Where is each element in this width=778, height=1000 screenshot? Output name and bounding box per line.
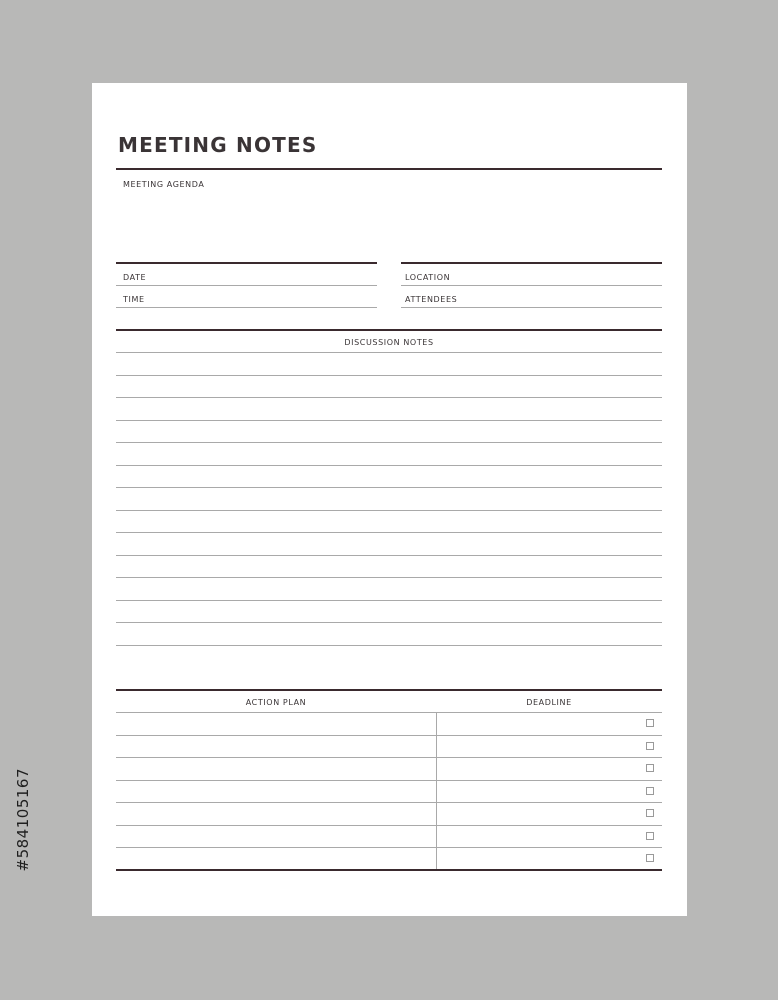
deadline-checkbox[interactable]: [646, 764, 654, 772]
time-field-line: [116, 307, 377, 308]
action-plan-top-rule: [116, 689, 662, 691]
discussion-notes-label: DISCUSSION NOTES: [344, 338, 434, 347]
discussion-line: [116, 555, 662, 556]
date-time-top-rule: [116, 262, 377, 264]
discussion-line: [116, 420, 662, 421]
deadline-checkbox[interactable]: [646, 809, 654, 817]
deadline-checkbox[interactable]: [646, 787, 654, 795]
discussion-line: [116, 375, 662, 376]
deadline-checkbox[interactable]: [646, 742, 654, 750]
meeting-agenda-label: MEETING AGENDA: [123, 180, 205, 189]
page-title: MEETING NOTES: [118, 133, 318, 157]
stock-id-text: #584105167: [14, 768, 32, 872]
location-label: LOCATION: [405, 273, 451, 282]
discussion-line: [116, 532, 662, 533]
discussion-line: [116, 397, 662, 398]
action-deadline-divider: [436, 712, 437, 869]
action-row-line: [116, 780, 662, 781]
discussion-line: [116, 622, 662, 623]
date-field-line: [116, 285, 377, 286]
deadline-checkbox[interactable]: [646, 832, 654, 840]
action-row-line: [116, 757, 662, 758]
attendees-field-line: [401, 307, 662, 308]
action-plan-label: ACTION PLAN: [245, 698, 307, 707]
time-label: TIME: [123, 295, 145, 304]
discussion-line: [116, 645, 662, 646]
action-plan-bottom-rule: [116, 869, 662, 871]
action-row-line: [116, 735, 662, 736]
deadline-checkbox[interactable]: [646, 854, 654, 862]
attendees-label: ATTENDEES: [405, 295, 458, 304]
discussion-line: [116, 487, 662, 488]
action-row-line: [116, 847, 662, 848]
discussion-line: [116, 600, 662, 601]
action-row-line: [116, 825, 662, 826]
location-attendees-top-rule: [401, 262, 662, 264]
discussion-line: [116, 352, 662, 353]
discussion-line: [116, 442, 662, 443]
action-row-line: [116, 712, 662, 713]
discussion-line: [116, 577, 662, 578]
discussion-line: [116, 510, 662, 511]
discussion-top-rule: [116, 329, 662, 331]
date-label: DATE: [123, 273, 147, 282]
meeting-notes-page: [92, 83, 687, 916]
deadline-label: DEADLINE: [526, 698, 572, 707]
action-row-line: [116, 802, 662, 803]
deadline-checkbox[interactable]: [646, 719, 654, 727]
discussion-line: [116, 465, 662, 466]
location-field-line: [401, 285, 662, 286]
title-underline: [116, 168, 662, 170]
